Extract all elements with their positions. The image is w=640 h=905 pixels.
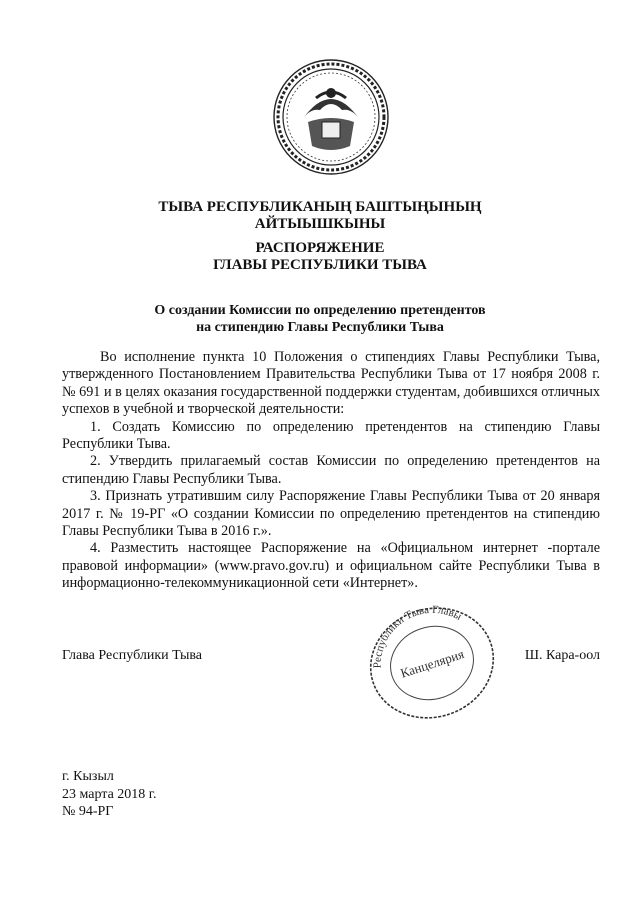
- document-footer: [62, 768, 156, 821]
- intro-paragraph: Во исполнение пункта 10 Положения о стипендиях Главы Республики Тыва, утвержденного Постановлением Правительства Республики Тыва от 17 ноября 2008 г. № 691 и в целях оказания государственной поддержки студентам, добившихся отличных успехов в учебной и творческой деятельности:: [62, 349, 600, 418]
- document-body: [62, 349, 600, 593]
- header-line-3: РАСПОРЯЖЕНИЕ: [255, 240, 385, 256]
- footer-number: № 94-РГ: [62, 804, 114, 819]
- header-line-2: АЙТЫЫШКЫНЫ: [254, 216, 386, 232]
- title-line-2: на стипендию Главы Республики Тыва: [196, 320, 444, 335]
- stamp-ring-text: Республики Тыва Главы: [371, 603, 464, 669]
- header-line-4: ГЛАВЫ РЕСПУБЛИКИ ТЫВА: [213, 257, 427, 273]
- office-stamp: [358, 601, 506, 725]
- header-russian: [0, 240, 640, 274]
- signatory-position: Глава Республики Тыва: [62, 648, 203, 663]
- header-line-1: ТЫВА РЕСПУБЛИКАНЫҢ БАШТЫҢЫНЫҢ: [158, 199, 482, 215]
- document-title: [0, 302, 640, 336]
- footer-date: 23 марта 2018 г.: [62, 786, 157, 802]
- header-tyvan: [0, 199, 640, 233]
- title-line-1: О создании Комиссии по определению претендентов: [154, 303, 486, 318]
- item-2: 2. Утвердить прилагаемый состав Комиссии по определению претендентов на стипендию Главы Республики Тыва.: [62, 453, 600, 487]
- item-4: 4. Разместить настоящее Распоряжение на «Официальном интернет -портале правовой информации» (www.pravo.gov.ru) и официальном сайте Республики Тыва в информационно-телекоммуникационной сети «Интернет».: [62, 540, 600, 592]
- stamp-center-text: Канцелярия: [398, 646, 466, 681]
- footer-city: г. Кызыл: [62, 769, 114, 784]
- signatory-name: Ш. Кара-оол: [524, 648, 600, 663]
- emblem-icon: [272, 58, 390, 176]
- item-3: 3. Признать утратившим силу Распоряжение Главы Республики Тыва от 20 января 2017 г. № 19-РГ «О создании Комиссии по определению претендентов на стипендию Главы Республики Тыва в 2016 г.».: [62, 488, 600, 540]
- item-1: 1. Создать Комиссию по определению претендентов на стипендию Главы Республики Тыва.: [62, 418, 600, 453]
